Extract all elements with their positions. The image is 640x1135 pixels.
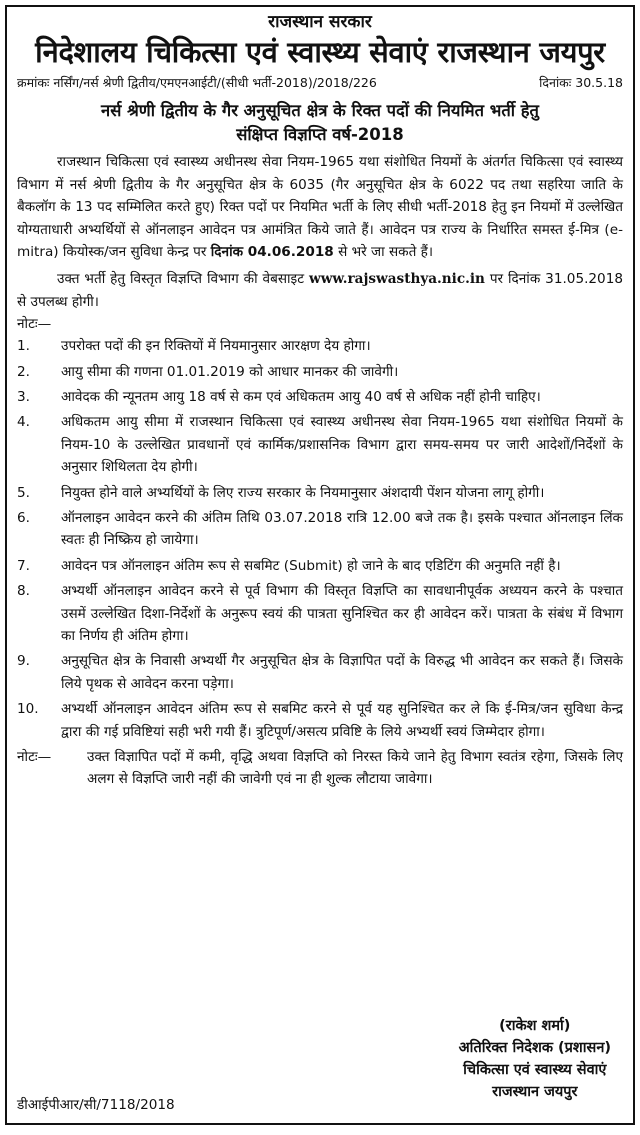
website-paragraph xyxy=(17,268,623,313)
dipr-number: डीआईपीआर/सी/7118/2018 xyxy=(17,1097,175,1113)
note-number: 3. xyxy=(17,388,30,405)
note-text: नियुक्त होने वाले अभ्यर्थियों के लिए राज्य सरकार के नियमानुसार अंशदायी पेंशन योजना लागू होगी। xyxy=(61,484,545,501)
signatory-office: चिकित्सा एवं स्वास्थ्य सेवाएं xyxy=(463,1062,607,1078)
notes-list xyxy=(17,335,623,743)
note-item xyxy=(17,555,623,577)
signature-block xyxy=(459,1015,611,1103)
note-number: 1. xyxy=(17,338,30,355)
final-note-label: नोटः— xyxy=(17,749,52,766)
note-number: 6. xyxy=(17,510,30,526)
intro-tail: से भरे जा सकते हैं। xyxy=(338,244,434,261)
note-item xyxy=(17,386,623,408)
note-text: ऑनलाइन आवेदन करने की अंतिम तिथि 03.07.2018 रात्रि 12.00 बजे तक है। इसके पश्चात ऑनलाइन लिंक स्वतः ही निष्क्रिय हो जायेगा। xyxy=(61,510,623,549)
notice-heading-line-2: संक्षिप्त विज्ञप्ति वर्ष-2018 xyxy=(236,125,404,144)
notice-page xyxy=(5,5,635,1125)
signatory-place: राजस्थान जयपुर xyxy=(492,1084,578,1100)
reference-line xyxy=(17,73,623,93)
note-item xyxy=(17,411,623,478)
note-item xyxy=(17,482,623,504)
note-text: अभ्यर्थी ऑनलाइन आवेदन करने से पूर्व विभाग की विस्तृत विज्ञप्ति का सावधानीपूर्वक अध्ययन करने के पश्चात उसमें उल्लेखित दिशा-निर्देशों के अनुरूप स्वयं की पात्रता सुनिश्चित कर ही आवेदन करें। पात्रता के संबंध में विभाग का निर्णय ही अंतिम होगा। xyxy=(61,583,623,645)
note-text: आवेदन पत्र ऑनलाइन अंतिम रूप से सबमिट (Submit) हो जाने के बाद एडिटिंग की अनुमति नहीं है। xyxy=(61,557,561,574)
government-name: राजस्थान सरकार xyxy=(268,12,372,32)
note-item xyxy=(17,361,623,383)
note-number: 9. xyxy=(17,653,30,670)
note-item xyxy=(17,580,623,647)
website-text: उक्त भर्ती हेतु विस्तृत विज्ञप्ति विभाग की वेबसाइट xyxy=(57,270,305,287)
intro-text: राजस्थान चिकित्सा एवं स्वास्थ्य अधीनस्थ सेवा नियम-1965 यथा संशोधित नियमों के अंतर्गत चिकित्सा एवं स्वास्थ्य विभाग में नर्स श्रेणी द्वितीय के गैर अनुसूचित क्षेत्र के 6035 (गैर अनुसूचित क्षेत्र के 6022 पद तथा सहरिया जाति के बैकलॉग के 13 पद सम्मिलित करते हुए) रिक्त पदों पर नियमित भर्ती के लिए सीधी भर्ती-2018 हेतु इन नियमों में उल्लेखित योग्यताधारी अभ्यर्थियों से ऑनलाइन आवेदन पत्र आमंत्रित किये जाते हैं। आवेदन पत्र राज्य के निर्धारित समस्त ई-मित्र (e-mitra) कियोस्क/जन सुविधा केन्द्र पर xyxy=(17,154,623,261)
note-number: 7. xyxy=(17,557,30,574)
notes-label: नोटः— xyxy=(17,316,52,333)
intro-paragraph xyxy=(17,151,623,264)
website-tail: पर दिनांक 31.05.2018 से उपलब्ध होगी। xyxy=(17,270,624,310)
note-item xyxy=(17,335,623,357)
note-number: 10. xyxy=(17,701,39,718)
department-title: निदेशालय चिकित्सा एवं स्वास्थ्य सेवाएं राजस्थान जयपुर xyxy=(35,35,605,69)
note-item xyxy=(17,650,623,695)
note-text: आयु सीमा की गणना 01.01.2019 को आधार मानकर की जावेगी। xyxy=(61,363,399,380)
note-text: आवेदक की न्यूनतम आयु 18 वर्ष से कम एवं अधिकतम आयु 40 वर्ष से अधिक नहीं होनी चाहिए। xyxy=(61,388,541,405)
signatory-name: (राकेश शर्मा) xyxy=(499,1018,571,1034)
signatory-designation: अतिरिक्त निदेशक (प्रशासन) xyxy=(458,1040,611,1056)
notice-heading xyxy=(17,99,623,147)
final-note xyxy=(17,746,623,791)
notice-heading-line-1: नर्स श्रेणी द्वितीय के गैर अनुसूचित क्षेत्र के रिक्त पदों की नियमित भर्ती हेतु xyxy=(101,101,539,120)
website-url-link[interactable]: www.rajswasthya.nic.in xyxy=(309,270,485,287)
intro-date: दिनांक 04.06.2018 xyxy=(210,244,334,261)
note-number: 8. xyxy=(17,583,30,600)
reference-number: क्रमांकः नर्सिंग/नर्स श्रेणी द्वितीय/एमएनआईटी/(सीधी भर्ती-2018)/2018/226 xyxy=(17,75,377,90)
note-text: अधिकतम आयु सीमा में राजस्थान चिकित्सा एवं स्वास्थ्य अधीनस्थ सेवा नियम-1965 यथा संशोधित नियमों के नियम-10 के उल्लेखित प्रावधानों एवं कार्मिक/प्रशासनिक विभाग द्वारा समय-समय पर जारी आदेशों/निर्देशों के अनुसार शिथिलता देय होगी। xyxy=(61,414,623,476)
note-text: उपरोक्त पदों की इन रिक्तियों में नियमानुसार आरक्षण देय होगा। xyxy=(61,338,371,355)
note-number: 4. xyxy=(17,414,30,431)
note-number: 2. xyxy=(17,363,30,380)
note-item xyxy=(17,698,623,743)
note-item xyxy=(17,507,623,552)
note-text: अनुसूचित क्षेत्र के निवासी अभ्यर्थी गैर अनुसूचित क्षेत्र के विज्ञापित पदों के विरुद्ध भी आवेदन कर सकते हैं। जिसके लिये पृथक से आवेदन करना पड़ेगा। xyxy=(61,653,623,692)
final-note-text: उक्त विज्ञापित पदों में कमी, वृद्धि अथवा विज्ञप्ति को निरस्त किये जाने हेतु विभाग स्वतंत्र रहेगा, जिसके लिए अलग से विज्ञप्ति जारी नहीं की जावेगी एवं ना ही शुल्क लौटाया जावेगा। xyxy=(87,749,623,788)
note-number: 5. xyxy=(17,484,30,501)
issue-date: दिनांकः 30.5.18 xyxy=(539,75,623,90)
note-text: अभ्यर्थी ऑनलाइन आवेदन अंतिम रूप से सबमिट करने से पूर्व यह सुनिश्चित कर ले कि ई-मित्र/जन सुविधा केन्द्र द्वारा की गई प्रविष्टियां सही भरी गयी हैं। त्रुटिपूर्ण/असत्य प्रविष्टि के लिये अभ्यर्थी स्वयं जिम्मेदार होगा। xyxy=(61,701,623,740)
